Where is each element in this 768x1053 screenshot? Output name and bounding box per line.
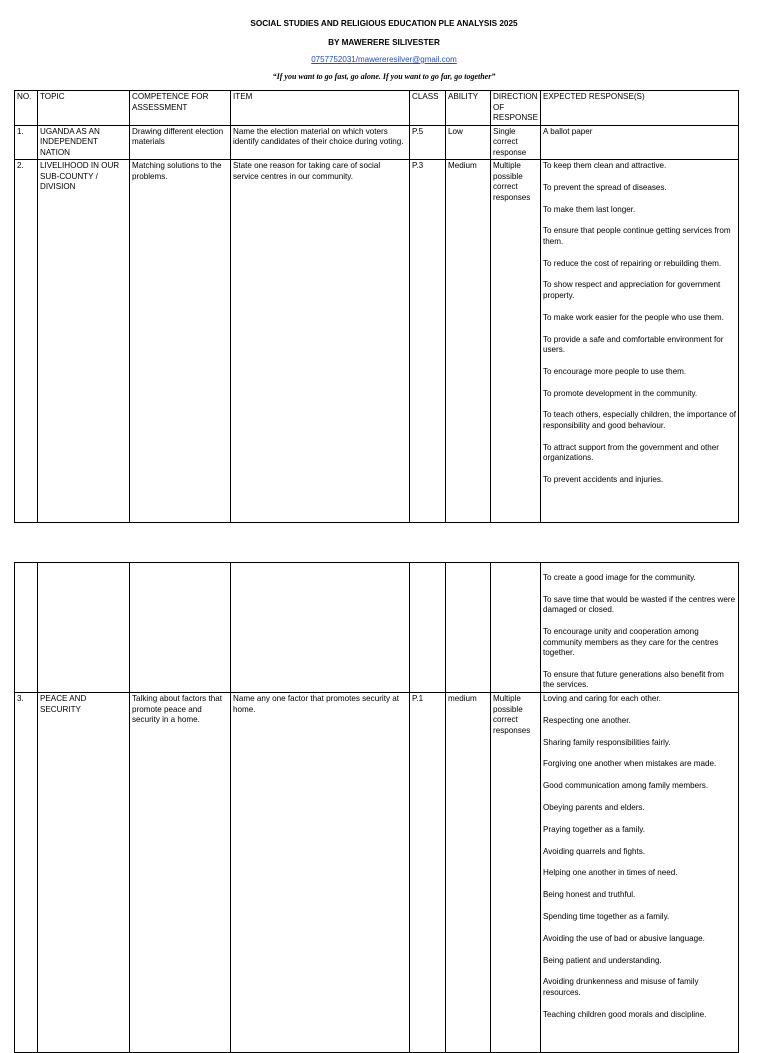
response-item: To attract support from the government and other organizations. [543,442,719,463]
table-row [15,693,739,1053]
cell-class: P.1 [410,693,446,1053]
table-row [15,563,739,693]
cell-no: 3. [15,693,38,1053]
table-row [15,160,739,523]
cell-item: Name the election material on which voters identify candidates of their choice during voting. [231,125,410,160]
response-item: To make work easier for the people who use them. [543,312,724,322]
response-item: Forgiving one another when mistakes are made. [543,759,717,769]
cell-item [231,563,410,693]
cell-no [15,563,38,693]
cell-direction: Single correct response [491,125,541,160]
cell-topic [38,563,130,693]
cell-competence: Matching solutions to the problems. [130,160,231,523]
response-item: Respecting one another. [543,715,631,725]
cell-expected-responses [541,160,739,523]
response-item: To prevent the spread of diseases. [543,182,667,192]
column-header-competence: COMPETENCE FOR ASSESSMENT [130,91,231,126]
cell-class: P.5 [410,125,446,160]
document-title: SOCIAL STUDIES AND RELIGIOUS EDUCATION PLE ANALYSIS 2025 [250,19,518,28]
cell-ability: Low [446,125,491,160]
cell-direction [491,563,541,693]
response-item: Helping one another in times of need. [543,868,678,878]
column-header-item: ITEM [231,91,410,126]
column-header-topic: TOPIC [38,91,130,126]
cell-class [410,563,446,693]
cell-expected-responses [541,125,739,160]
cell-ability: medium [446,693,491,1053]
response-item: Avoiding the use of bad or abusive language. [543,933,705,943]
document-motto: “If you want to go fast, go alone. If you want to go far, go together” [272,72,496,81]
response-item: Being patient and understanding. [543,955,662,965]
response-item: To show respect and appreciation for government property. [543,280,721,300]
cell-expected-responses [541,563,739,693]
response-item: Teaching children good morals and discipline. [543,1009,707,1019]
contact-link-text[interactable]: 0757752031/mawereresilver@gmail.com [311,55,457,64]
response-item: To encourage more people to use them. [543,366,687,376]
column-header-ability: ABILITY [446,91,491,126]
cell-expected-responses [541,693,739,1053]
response-item: To save time that would be wasted if the centres were damaged or closed. [543,594,736,615]
response-item: Obeying parents and elders. [543,802,645,812]
response-item: To encourage unity and cooperation among community members as they care for the centres together. [543,627,719,658]
table-header-row [15,91,739,126]
response-item: To keep them clean and attractive. [543,161,667,170]
cell-direction: Multiple possible correct responses [491,160,541,523]
response-item: To create a good image for the community. [543,573,696,582]
response-item: To ensure that people continue getting services from them. [543,226,731,246]
response-item: Sharing family responsibilities fairly. [543,737,671,747]
contact-link[interactable] [0,55,768,64]
column-header-no: NO. [15,91,38,126]
response-item: To teach others, especially children, the importance of responsibility and good behaviour. [543,410,737,430]
response-item: Loving and caring for each other. [543,694,661,703]
response-item: To reduce the cost of repairing or rebuilding them. [543,258,722,268]
response-item: To promote development in the community. [543,388,698,398]
response-item: Praying together as a family. [543,824,645,834]
cell-no: 1. [15,125,38,160]
response-item: Avoiding quarrels and fights. [543,846,645,856]
cell-item: State one reason for taking care of social service centres in our community. [231,160,410,523]
cell-item: Name any one factor that promotes security at home. [231,693,410,1053]
response-item: To ensure that future generations also benefit from the services. [543,669,724,690]
response-item: Good communication among family members. [543,781,709,791]
column-header-class: CLASS [410,91,446,126]
cell-competence: Talking about factors that promote peace and security in a home. [130,693,231,1053]
cell-class: P.3 [410,160,446,523]
column-header-expected-responses: EXPECTED RESPONSE(S) [541,91,739,126]
cell-ability [446,563,491,693]
cell-topic: LIVELIHOOD IN OUR SUB-COUNTY / DIVISION [38,160,130,523]
response-item: To provide a safe and comfortable environment for users. [543,334,724,355]
response-item: Avoiding drunkenness and misuse of family resources. [543,977,699,997]
table-row [15,125,739,160]
response-item: Spending time together as a family. [543,911,670,921]
column-header-direction: DIRECTION OF RESPONSE [491,91,541,126]
response-item: Being honest and truthful. [543,890,636,900]
document-author: BY MAWERERE SILIVESTER [328,38,440,47]
cell-competence [130,563,231,693]
response-item: To prevent accidents and injuries. [543,475,664,485]
cell-topic: PEACE AND SECURITY [38,693,130,1053]
response-item: To make them last longer. [543,204,636,214]
analysis-table-continued [14,562,739,1053]
cell-direction: Multiple possible correct responses [491,693,541,1053]
cell-ability: Medium [446,160,491,523]
cell-no: 2. [15,160,38,523]
analysis-table [14,90,739,523]
response-item: A ballot paper [543,126,593,136]
cell-competence: Drawing different election materials [130,125,231,160]
cell-topic: UGANDA AS AN INDEPENDENT NATION [38,125,130,160]
